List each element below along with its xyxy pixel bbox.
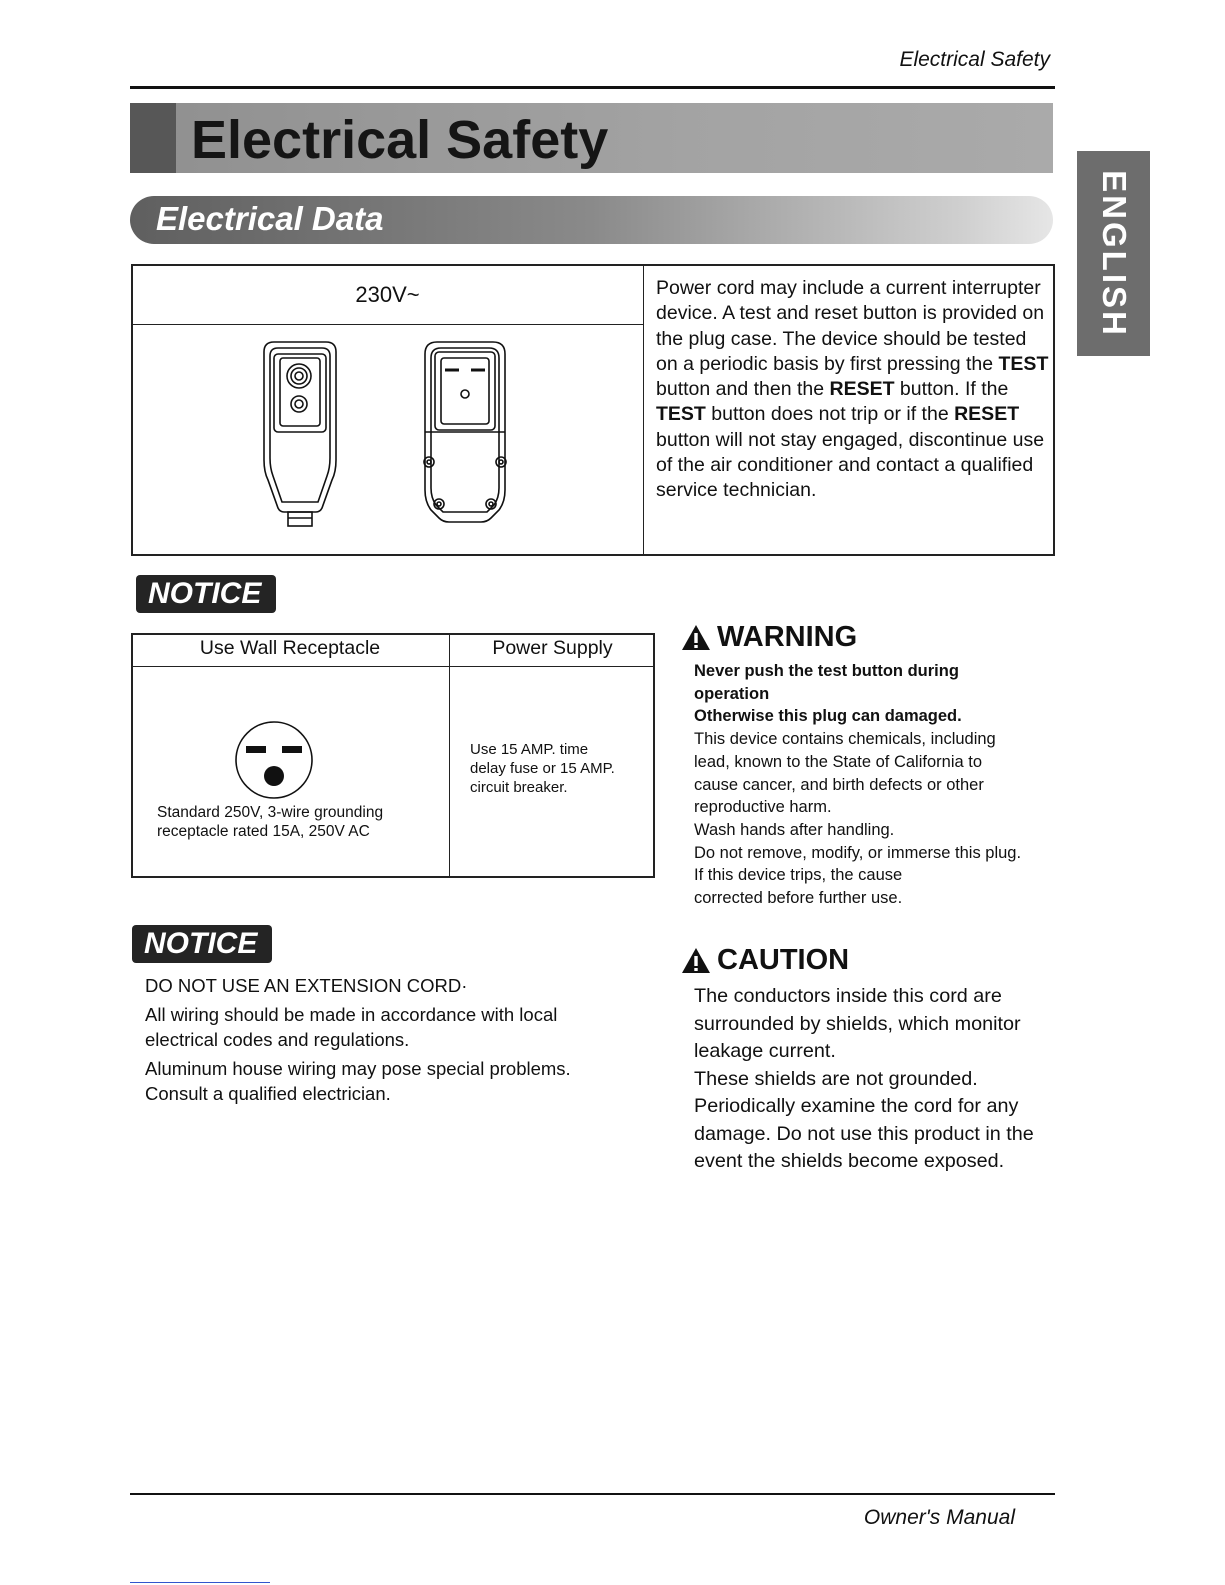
cord-keyword: RESET (954, 403, 1020, 426)
plug-back-illustration (415, 340, 515, 532)
notice-2-paragraph: All wiring should be made in accordance with local electrical codes and regulations. (145, 1004, 558, 1050)
cord-keyword: TEST (998, 352, 1049, 375)
cord-text-run: Power cord may include a current interrupter device. A test and reset button is provided on the plug case. The device should be tested on a periodic basis by first pressing the (656, 277, 1045, 375)
supply-line: Use 15 AMP. time (470, 741, 589, 758)
warning-line: corrected before further use. (694, 889, 903, 908)
wall-receptacle-icon (234, 720, 314, 800)
cord-text-run: button will not stay engaged, discontinue use of the air conditioner and contact a qualified service technician. (656, 428, 1045, 502)
notice-2-paragraph: DO NOT USE AN EXTENSION CORD· (145, 975, 468, 996)
warning-line: Wash hands after handling. (694, 820, 895, 839)
voltage-label: 230V~ (355, 282, 420, 307)
cord-text-run: button and then the (656, 378, 830, 401)
title-banner-block (130, 103, 176, 173)
receptacle-line: Standard 250V, 3-wire grounding (157, 804, 384, 821)
subheading-title: Electrical Data (156, 200, 384, 237)
caution-title: CAUTION (717, 944, 850, 976)
running-header: Electrical Safety (899, 48, 1050, 71)
supply-line: circuit breaker. (470, 779, 568, 796)
warning-bold-line: Never push the test button during (694, 662, 959, 680)
link-underline (130, 1582, 270, 1583)
caution-line: Periodically examine the cord for any (694, 1095, 1019, 1117)
col-header-power-supply: Power Supply (492, 637, 613, 659)
plug-front-illustration (250, 340, 350, 532)
warning-body (694, 660, 1074, 910)
caution-body (694, 983, 1064, 1176)
warning-line: This device contains chemicals, including (694, 730, 996, 749)
power-supply-table-divider (449, 633, 450, 878)
warning-line: cause cancer, and birth defects or other (694, 775, 984, 794)
caution-heading (681, 944, 849, 977)
running-footer: Owner's Manual (863, 1506, 1015, 1529)
receptacle-description (157, 803, 383, 841)
page-title: Electrical Safety (191, 110, 609, 170)
footer-rule (130, 1493, 1055, 1495)
supply-line: delay fuse or 15 AMP. (470, 760, 615, 777)
warning-line: lead, known to the State of California to (694, 752, 983, 771)
caution-line: event the shields become exposed. (694, 1150, 1005, 1172)
receptacle-line: receptacle rated 15A, 250V AC (157, 823, 370, 840)
language-tab-label-wrap (1077, 151, 1150, 356)
col-header-wall-receptacle: Use Wall Receptacle (199, 637, 381, 659)
electrical-data-row-divider (131, 324, 644, 325)
caution-triangle-icon (681, 947, 711, 974)
warning-line: reproductive harm. (694, 798, 832, 817)
warning-line: Do not remove, modify, or immerse this plug. (694, 843, 1022, 862)
caution-line: damage. Do not use this product in the (694, 1122, 1034, 1145)
supply-description (470, 740, 615, 797)
language-tab-label: ENGLISH (1095, 169, 1133, 338)
caution-line: These shields are not grounded. (694, 1067, 978, 1090)
notice-badge-2: NOTICE (132, 925, 272, 963)
warning-title: WARNING (717, 621, 858, 653)
notice-badge: NOTICE (136, 575, 276, 613)
cord-text-run: button does not trip or if the (705, 403, 955, 426)
cord-description (656, 276, 1051, 504)
warning-triangle-icon (681, 624, 711, 651)
header-rule (130, 86, 1055, 89)
warning-bold-line: operation (694, 684, 770, 703)
notice-2-body (145, 973, 585, 1110)
cord-keyword: TEST (656, 403, 706, 426)
power-supply-table-header-divider (131, 666, 655, 667)
notice-2-paragraph: Aluminum house wiring may pose special problems. Consult a qualified electrician. (145, 1058, 571, 1104)
caution-line: leakage current. (694, 1040, 836, 1062)
warning-line: If this device trips, the cause (694, 866, 903, 885)
cord-keyword: RESET (829, 378, 895, 401)
warning-bold-line: Otherwise this plug can damaged. (694, 707, 962, 726)
caution-line: The conductors inside this cord are (694, 985, 1002, 1007)
warning-heading (681, 621, 857, 654)
cord-text-run: button. If the (894, 378, 1009, 401)
caution-line: surrounded by shields, which monitor (694, 1012, 1021, 1035)
